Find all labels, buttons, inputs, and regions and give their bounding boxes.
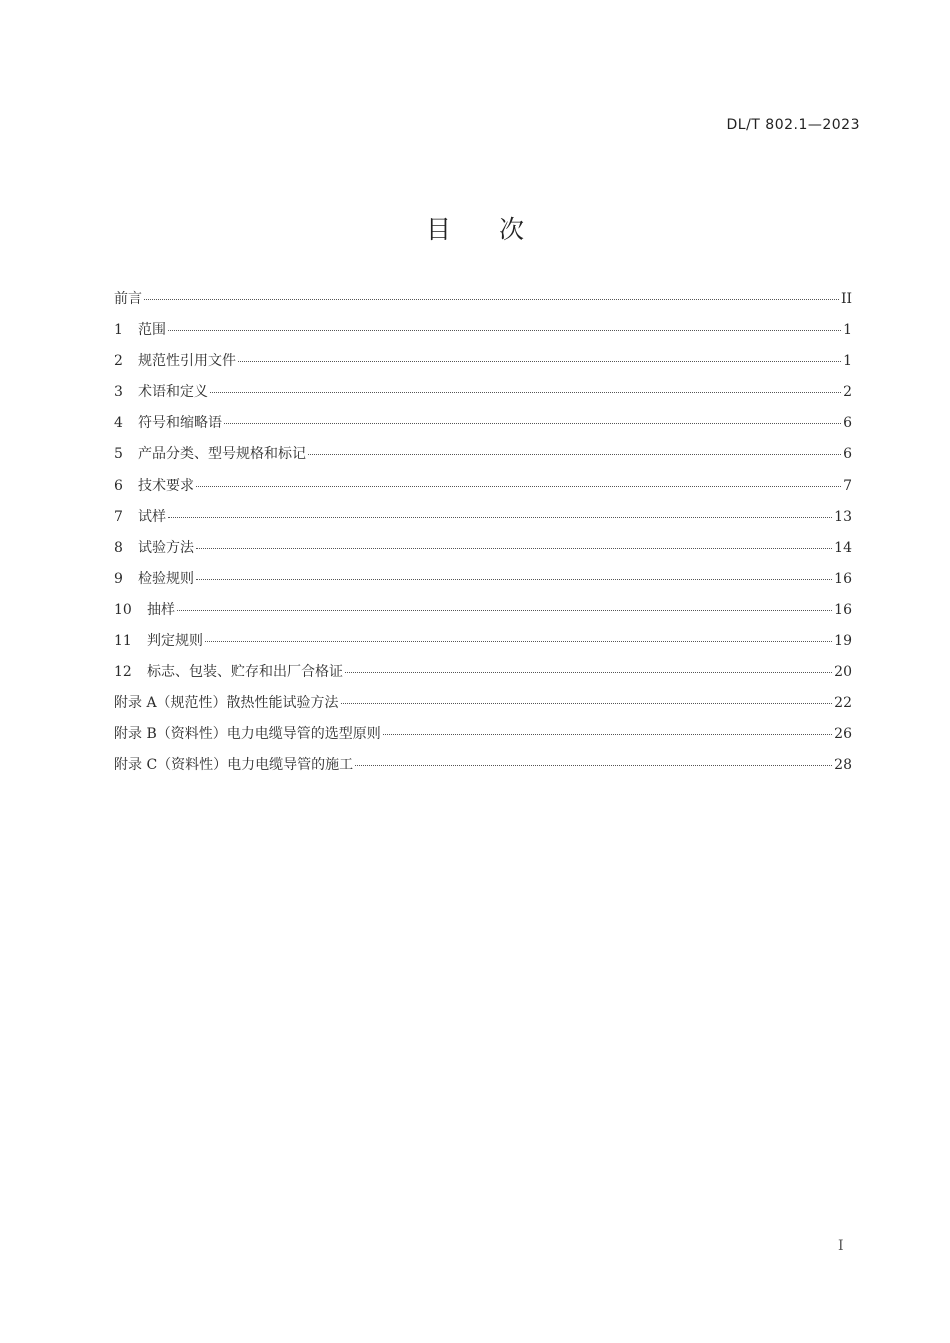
toc-leader-dots [308, 454, 841, 455]
toc-entry[interactable] [114, 568, 852, 599]
toc-entry-page: 26 [834, 726, 852, 743]
toc-entry[interactable] [114, 288, 852, 319]
toc-leader-dots [177, 610, 832, 611]
toc-entry-number: 9 [114, 570, 123, 587]
toc-entry-label: 产品分类、型号规格和标记 [138, 446, 306, 463]
toc-entry-label: 符号和缩略语 [138, 415, 222, 432]
toc-leader-dots [168, 330, 841, 331]
toc-entry-page: 6 [843, 446, 852, 463]
toc-entry[interactable] [114, 630, 852, 661]
page-number: I [838, 1238, 844, 1254]
toc-entry-number: 5 [114, 446, 123, 463]
toc-entry-page: 19 [834, 633, 852, 650]
toc-entry[interactable] [114, 350, 852, 381]
toc-entry-label: 试样 [138, 508, 166, 525]
toc-entry-number: 2 [114, 353, 123, 370]
toc-leader-dots [196, 579, 832, 580]
toc-entry-number: 7 [114, 508, 123, 525]
toc-entry-number: 1 [114, 322, 123, 339]
toc-entry-number: 8 [114, 539, 123, 556]
toc-entry-label: 抽样 [147, 601, 175, 618]
toc-entry-label: 检验规则 [138, 570, 194, 587]
toc-entry-page: 2 [843, 384, 852, 401]
toc-leader-dots [341, 703, 833, 704]
toc-entry[interactable] [114, 723, 852, 754]
toc-entry-label: 技术要求 [138, 477, 194, 494]
toc-entry-page: 22 [834, 695, 852, 712]
toc-entry-label: 附录 B（资料性）电力电缆导管的选型原则 [114, 726, 381, 743]
toc-entry-label: 前言 [114, 291, 142, 307]
toc-entry-page: II [840, 291, 852, 307]
toc-entry-label: 术语和定义 [138, 384, 208, 401]
toc-entry-number: 6 [114, 477, 123, 494]
toc-leader-dots [355, 765, 832, 766]
toc-entry-label: 标志、包装、贮存和出厂合格证 [147, 664, 343, 681]
toc-leader-dots [345, 672, 832, 673]
toc-entry-page: 16 [834, 570, 852, 587]
toc-entry[interactable] [114, 754, 852, 785]
toc-entry-number: 11 [114, 633, 132, 650]
toc-entry[interactable] [114, 537, 852, 568]
toc-entry[interactable] [114, 475, 852, 506]
toc-leader-dots [205, 641, 832, 642]
toc-entry-page: 7 [843, 477, 852, 494]
toc-entry-label: 试验方法 [138, 539, 194, 556]
toc-entry[interactable] [114, 319, 852, 350]
toc-entry-label: 附录 C（资料性）电力电缆导管的施工 [114, 757, 354, 774]
toc-entry-page: 1 [843, 322, 852, 339]
toc-leader-dots [224, 423, 841, 424]
toc-entry-label: 判定规则 [147, 633, 203, 650]
toc-entry-label: 附录 A（规范性）散热性能试验方法 [114, 695, 339, 712]
toc-leader-dots [168, 517, 832, 518]
toc-entry-page: 14 [834, 539, 852, 556]
toc-entry-number: 10 [114, 601, 132, 618]
toc-leader-dots [144, 299, 839, 300]
toc-leader-dots [210, 392, 841, 393]
toc-entry-page: 1 [843, 353, 852, 370]
toc-entry-page: 13 [834, 508, 852, 525]
toc-entry-page: 16 [834, 601, 852, 618]
toc-leader-dots [196, 548, 832, 549]
toc-leader-dots [196, 486, 841, 487]
toc-entry[interactable] [114, 443, 852, 474]
toc-entry[interactable] [114, 661, 852, 692]
toc-entry-number: 3 [114, 384, 123, 401]
toc-leader-dots [383, 734, 832, 735]
toc-entry-number: 4 [114, 415, 123, 432]
toc-entry-page: 20 [834, 664, 852, 681]
toc-entry[interactable] [114, 381, 852, 412]
toc-title: 目次 [425, 215, 572, 244]
standard-code: DL/T 802.1—2023 [726, 117, 860, 133]
toc-entry-page: 28 [834, 757, 852, 774]
toc-entry[interactable] [114, 412, 852, 443]
table-of-contents [114, 288, 852, 786]
toc-leader-dots [238, 361, 841, 362]
toc-entry[interactable] [114, 599, 852, 630]
toc-entry-number: 12 [114, 664, 132, 681]
toc-entry[interactable] [114, 506, 852, 537]
toc-entry-label: 范围 [138, 322, 166, 339]
toc-entry-label: 规范性引用文件 [138, 353, 236, 370]
toc-entry-page: 6 [843, 415, 852, 432]
toc-entry[interactable] [114, 692, 852, 723]
